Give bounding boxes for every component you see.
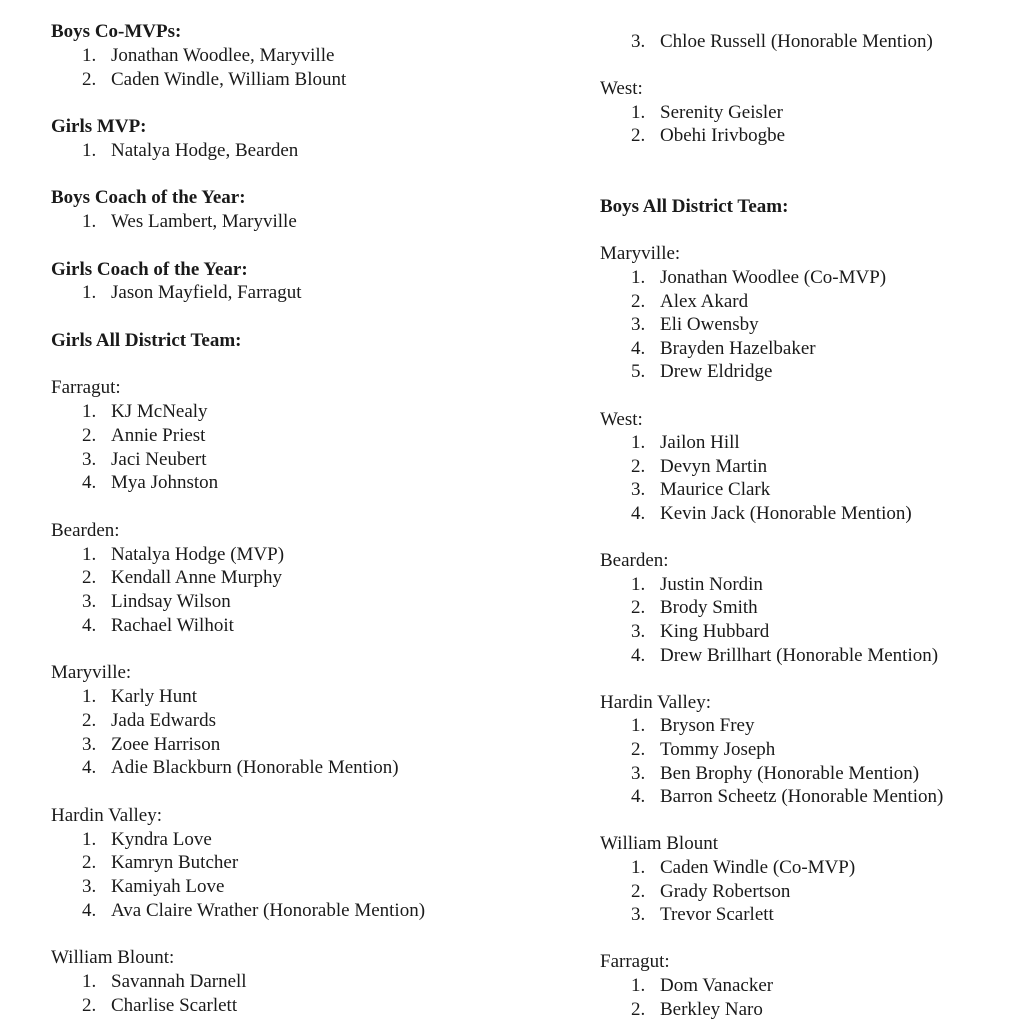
list-item-text: Trevor Scarlett — [660, 904, 774, 926]
list-item — [631, 998, 763, 1022]
list-number: 3. — [82, 876, 97, 897]
list-item-text: Tommy Joseph — [660, 739, 776, 760]
list-item-text: Jonathan Woodlee, Maryville — [111, 44, 335, 66]
list-item-text: Jonathan Woodlee (Co-MVP) — [660, 267, 887, 288]
list-item — [82, 44, 334, 68]
list-item — [82, 756, 399, 780]
section-heading: Boys All District Team: — [600, 196, 789, 218]
list-item — [631, 714, 754, 738]
list-item — [82, 685, 197, 709]
list-item-text: Dom Vanacker — [660, 975, 774, 996]
section-heading: Girls Coach of the Year: — [51, 258, 248, 280]
list-item-text: Caden Windle (Co-MVP) — [660, 857, 856, 878]
team-label: Maryville: — [51, 662, 132, 684]
list-number: 3. — [82, 591, 97, 612]
list-item-text: Natalya Hodge, Bearden — [111, 139, 299, 161]
list-number: 2. — [631, 455, 646, 477]
list-number: 1. — [631, 432, 646, 454]
list-item — [631, 30, 933, 54]
list-number: 1. — [82, 686, 97, 707]
list-item — [82, 281, 301, 305]
list-number: 1. — [631, 101, 646, 123]
list-number: 2. — [631, 597, 646, 619]
list-item — [82, 68, 346, 92]
list-item — [82, 210, 297, 234]
team-label: Bearden: — [51, 519, 120, 541]
list-item — [631, 313, 759, 337]
list-item-text: Charlise Scarlett — [111, 994, 238, 1016]
list-item — [631, 880, 790, 904]
list-item — [631, 337, 816, 361]
list-number: 2. — [82, 994, 97, 1016]
list-number: 1. — [82, 282, 97, 304]
list-number: 2. — [631, 739, 646, 760]
team-label: Hardin Valley: — [51, 804, 162, 826]
section-heading: Girls All District Team: — [51, 329, 242, 351]
list-item-text: Berkley Naro — [660, 998, 763, 1020]
list-number: 3. — [631, 904, 646, 926]
list-item — [82, 543, 284, 567]
list-item-text: Caden Windle, William Blount — [111, 68, 347, 90]
list-item-text: Brayden Hazelbaker — [660, 337, 816, 359]
list-item-text: Jason Mayfield, Farragut — [111, 282, 302, 304]
list-item-text: Maurice Clark — [660, 479, 771, 501]
list-item — [82, 733, 220, 757]
list-item-text: Savannah Darnell — [111, 971, 247, 992]
list-number: 4. — [631, 644, 646, 666]
list-item — [631, 903, 774, 927]
section-heading: Boys Coach of the Year: — [51, 187, 246, 209]
team-label: Hardin Valley: — [600, 691, 711, 713]
list-item-text: Ben Brophy (Honorable Mention) — [660, 762, 920, 784]
team-label: William Blount: — [51, 947, 175, 969]
team-label: Bearden: — [600, 550, 669, 572]
list-item — [631, 290, 748, 314]
list-number: 2. — [631, 880, 646, 902]
list-item — [82, 471, 218, 495]
list-number: 5. — [631, 361, 646, 383]
list-item — [82, 400, 208, 424]
list-number: 3. — [631, 621, 646, 642]
list-item-text: Brody Smith — [660, 597, 758, 619]
list-item-text: Ava Claire Wrather (Honorable Mention) — [111, 899, 426, 921]
list-number: 2. — [631, 290, 646, 312]
list-item — [631, 974, 773, 998]
list-item-text: KJ McNealy — [111, 401, 208, 422]
list-item — [631, 762, 919, 786]
list-number: 4. — [631, 786, 646, 808]
list-item-text: Eli Owensby — [660, 314, 759, 336]
list-item — [82, 828, 212, 852]
list-item-text: Alex Akard — [660, 290, 749, 312]
list-item — [631, 785, 943, 809]
list-item — [82, 139, 298, 163]
list-number: 1. — [631, 715, 646, 737]
team-label: William Blount — [600, 833, 718, 855]
list-number: 2. — [82, 68, 97, 90]
list-item-text: Kamiyah Love — [111, 876, 225, 897]
list-item — [82, 970, 247, 994]
list-item-text: Devyn Martin — [660, 455, 768, 477]
list-item-text: Zoee Harrison — [111, 733, 221, 755]
list-item — [631, 644, 938, 668]
list-item-text: Rachael Wilhoit — [111, 614, 234, 636]
list-item-text: Jailon Hill — [660, 432, 740, 454]
list-item-text: Justin Nordin — [660, 573, 763, 595]
list-item — [631, 856, 855, 880]
list-item-text: Adie Blackburn (Honorable Mention) — [111, 757, 399, 779]
list-number: 1. — [82, 139, 97, 161]
list-item — [82, 590, 231, 614]
list-item-text: Natalya Hodge (MVP) — [111, 543, 285, 565]
list-number: 1. — [82, 971, 97, 992]
list-item-text: Jaci Neubert — [111, 448, 207, 470]
list-item-text: Kevin Jack (Honorable Mention) — [660, 503, 912, 524]
list-number: 1. — [82, 44, 97, 66]
list-number: 2. — [82, 709, 97, 731]
list-item — [631, 573, 763, 597]
list-item — [631, 266, 886, 290]
list-item-text: Karly Hunt — [111, 686, 198, 707]
list-item-text: Bryson Frey — [660, 715, 755, 737]
list-number: 1. — [631, 267, 646, 288]
team-label: West: — [600, 78, 643, 100]
list-item-text: Lindsay Wilson — [111, 591, 231, 612]
list-item-text: Chloe Russell (Honorable Mention) — [660, 31, 933, 52]
list-item-text: Annie Priest — [111, 424, 206, 446]
list-item-text: Kamryn Butcher — [111, 852, 239, 874]
team-label: Farragut: — [51, 377, 121, 399]
team-label: Farragut: — [600, 951, 670, 973]
list-number: 3. — [631, 762, 646, 784]
list-item — [82, 566, 282, 590]
list-item-text: Wes Lambert, Maryville — [111, 211, 297, 232]
list-number: 3. — [631, 479, 646, 501]
list-item-text: Mya Johnston — [111, 472, 219, 494]
list-number: 2. — [82, 567, 97, 589]
list-number: 3. — [82, 448, 97, 470]
list-number: 4. — [82, 757, 97, 779]
list-item-text: Grady Robertson — [660, 880, 791, 902]
team-label: West: — [600, 408, 643, 430]
list-item — [82, 614, 234, 638]
list-number: 1. — [631, 573, 646, 595]
list-item — [631, 478, 770, 502]
list-item-text: Serenity Geisler — [660, 101, 783, 123]
list-number: 2. — [82, 424, 97, 446]
list-number: 2. — [82, 852, 97, 874]
list-item-text: Kyndra Love — [111, 828, 212, 850]
list-item-text: Obehi Irivbogbe — [660, 125, 786, 147]
list-number: 3. — [82, 733, 97, 755]
list-item — [631, 620, 769, 644]
list-number: 4. — [82, 614, 97, 636]
list-item — [631, 431, 740, 455]
team-label: Maryville: — [600, 243, 681, 265]
list-item — [631, 502, 912, 526]
list-number: 4. — [82, 899, 97, 921]
section-heading: Girls MVP: — [51, 116, 147, 137]
list-item-text: Barron Scheetz (Honorable Mention) — [660, 786, 944, 808]
list-item-text: Kendall Anne Murphy — [111, 567, 282, 589]
list-number: 4. — [631, 503, 646, 524]
list-item — [82, 875, 224, 899]
list-item — [82, 851, 238, 875]
list-number: 1. — [631, 975, 646, 996]
list-item — [82, 899, 425, 923]
list-item — [82, 424, 205, 448]
list-item — [631, 101, 783, 125]
list-item-text: Drew Brillhart (Honorable Mention) — [660, 644, 939, 666]
list-item — [631, 455, 767, 479]
list-item — [631, 124, 785, 148]
list-number: 1. — [82, 543, 97, 565]
list-number: 1. — [82, 401, 97, 422]
list-number: 1. — [631, 857, 646, 878]
list-item — [631, 360, 772, 384]
list-number: 3. — [631, 314, 646, 336]
list-number: 4. — [631, 337, 646, 359]
list-item — [82, 709, 216, 733]
list-number: 2. — [631, 998, 646, 1020]
list-item — [82, 448, 206, 472]
list-item — [631, 596, 758, 620]
list-item — [82, 994, 237, 1018]
list-item-text: King Hubbard — [660, 621, 770, 642]
list-item-text: Jada Edwards — [111, 709, 216, 731]
list-number: 2. — [631, 125, 646, 147]
list-item-text: Drew Eldridge — [660, 361, 773, 383]
list-number: 1. — [82, 828, 97, 850]
list-number: 1. — [82, 211, 97, 232]
list-item — [631, 738, 775, 762]
list-number: 3. — [631, 31, 646, 52]
section-heading: Boys Co-MVPs: — [51, 21, 182, 42]
list-number: 4. — [82, 472, 97, 494]
